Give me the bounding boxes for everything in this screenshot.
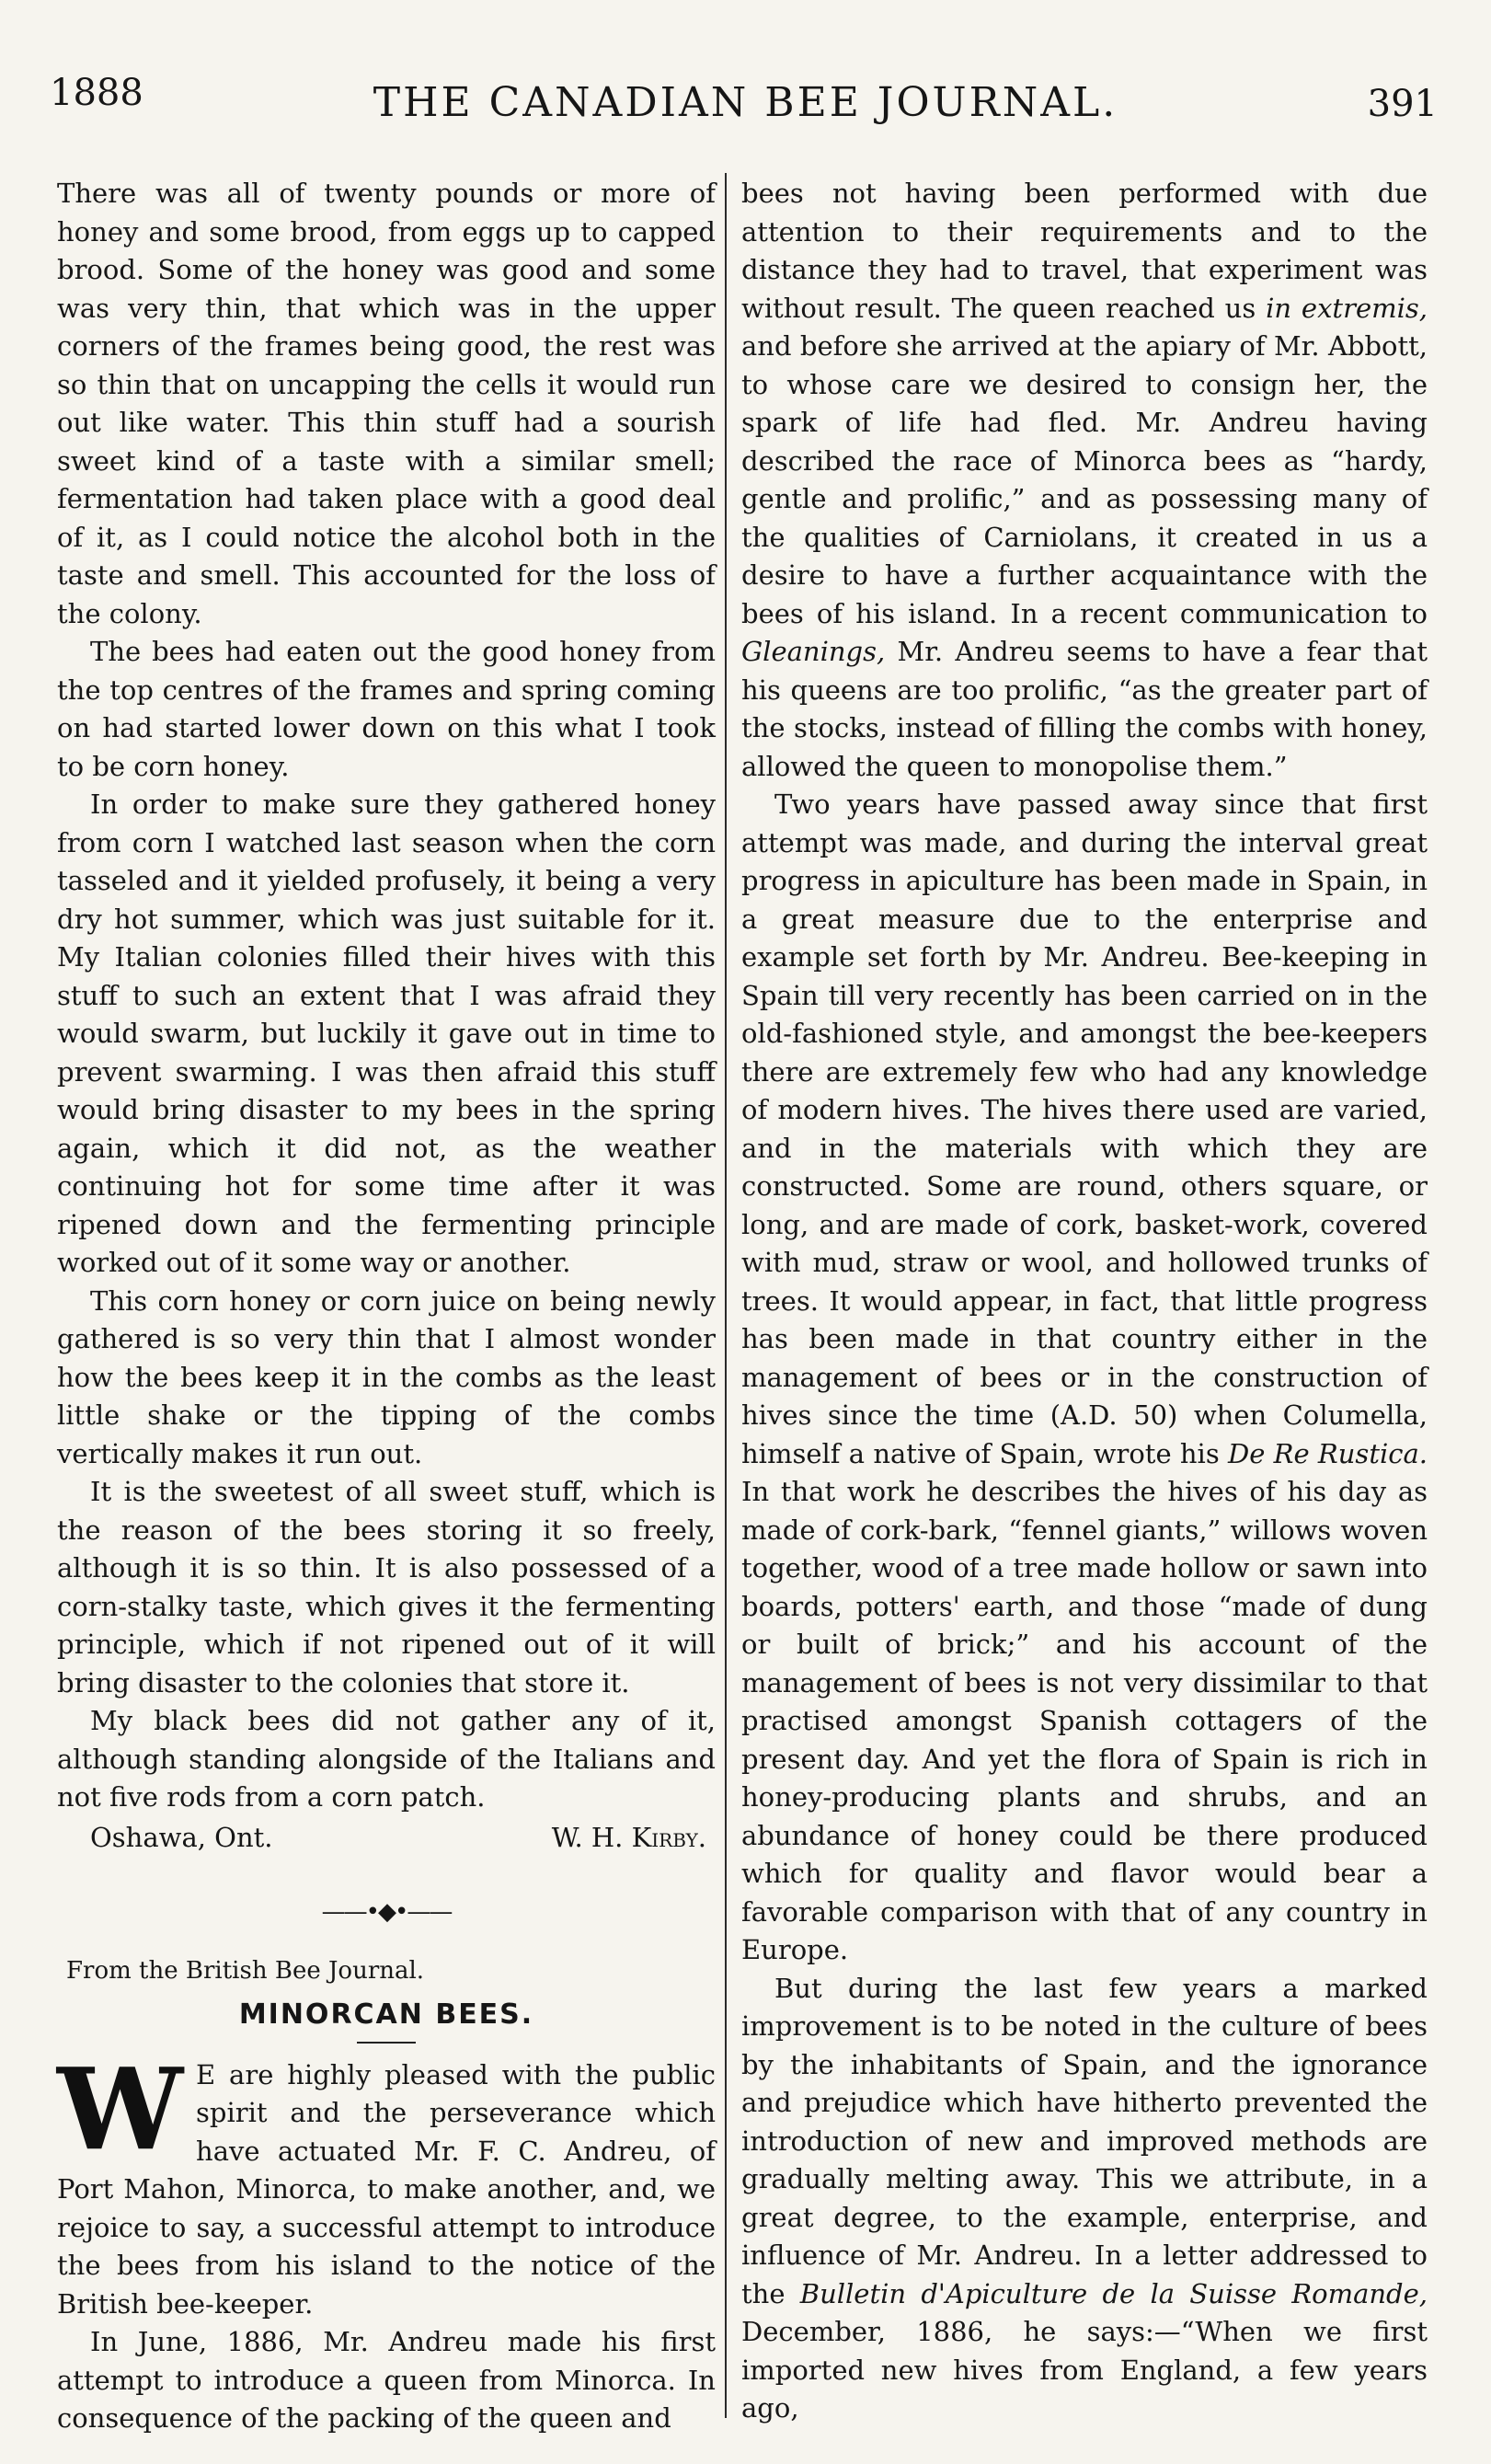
article-paragraph: In June, 1886, Mr. Andreu made his first attempt to introduce a queen from Minorca. In consequence of the packing of the queen and (57, 2326, 716, 2434)
right-column (741, 175, 1428, 2428)
signature (57, 1819, 716, 1858)
italic-run: Gleanings, (741, 636, 886, 667)
left-column (57, 175, 716, 2438)
article-paragraph (57, 2042, 716, 2324)
page-header (37, 72, 1454, 138)
text-run: Mr. Andreu seems to have a fear that his queens are too prolific, “as the greater part of the stocks, instead of filling the combs with honey, allowed the queen to monopolise them.” (741, 636, 1428, 782)
article-paragraph (741, 1970, 1428, 2428)
text-run: Two years have passed away since that first attempt was made, and during the interval great progress in apiculture has been made in Spain, in a great measure due to the enterprise and example set forth by Mr. Andreu. Bee-keeping in Spain till very recently has been carried on in the old-fashioned style, and amongst the bee-keepers there are extremely few who had any knowledge of modern hives. The hives there used are varied, and in the materials with which they are constructed. Some are round, others square, or long, and are made of cork, basket-work, covered with mud, straw or wool, and hollowed trunks of trees. It would appear, in fact, that little progress has been made in that country either in the management of bees or in the construction of hives since the time (A.D. 50) when Columella, himself a native of Spain, wrote his (741, 789, 1428, 1469)
title-rule (357, 2042, 416, 2044)
signature-name: W. H. Kirby. (551, 1821, 706, 1853)
drop-cap: W (57, 2042, 184, 2175)
letter-paragraph: There was all of twenty pounds or more of honey and some brood, from eggs up to capped brood. Some of the honey was good and some was very thin, that which was in the upper corners of the frames being good, the rest was so thin that on uncapping the cells it would run out like water. This thin stuff had a sourish sweet kind of a taste with a similar smell; fermentation had taken place with a good deal of it, as I could notice the alcohol both in the taste and smell. This accounted for the loss of the colony. (57, 178, 716, 629)
section-ornament: ——•◆•—— (321, 1898, 452, 1926)
article-paragraph (741, 175, 1428, 786)
article-source: From the British Bee Journal. (66, 1956, 425, 1985)
article-paragraph (741, 786, 1428, 1970)
text-run: and before she arrived at the apiary of Mr. Abbott, to whose care we desired to consign her, the spark of life had fled. Mr. Andreu having described the race of Minorca bees as “hardy, gentle and prolific,” and as possessing many of the qualities of Carniolans, it created in us a desire to have a further acquaintance with the bees of his island. In a recent communication to (741, 330, 1428, 629)
italic-run: Bulletin d'Apiculture de la Suisse Romande, (799, 2277, 1428, 2309)
letter-paragraph: My black bees did not gather any of it, although standing alongside of the Italians and not five rods from a corn patch. (57, 1705, 716, 1813)
signature-place: Oshawa, Ont. (90, 1821, 273, 1853)
text-run: December, 1886, he says:—“When we first imported new hives from England, a few years ago, (741, 2316, 1428, 2424)
letter-paragraph: The bees had eaten out the good honey from the top centres of the frames and spring coming on had started lower down on this what I took to be corn honey. (57, 636, 716, 782)
italic-run: in extremis, (1266, 292, 1428, 324)
article-text: E are highly pleased with the public spirit and the perseverance which have actuated Mr. F. C. Andreu, of Port Mahon, Minorca, to make another, and, we rejoice to say, a successful attempt to introduce the bees from his island to the notice of the British bee-keeper. (57, 2058, 716, 2320)
journal-title: THE CANADIAN BEE JOURNAL. (373, 79, 1118, 126)
text-run: But during the last few years a marked improvement is to be noted in the culture of bees by the inhabitants of Spain, and the ignorance and prejudice which have hitherto prevented the introduction of new and improved methods are gradually melting away. This we attribute, in a great degree, to the example, enterprise, and influence of Mr. Andreu. In a letter addressed to the (741, 1972, 1428, 2309)
text-run: In that work he describes the hives of his day as made of cork-bark, “fennel giants,” willows woven together, wood of a tree made hollow or sawn into boards, potters' earth, and those “made of dung or built of brick;” and his account of the management of bees is not very dissimilar to that practised amongst Spanish cottagers of the present day. And yet the flora of Spain is rich in honey-producing plants and shrubs, and an abundance of honey could be there produced which for quality and flavor would bear a favorable comparison with that of any country in Europe. (741, 1476, 1428, 1965)
letter-body (57, 175, 716, 1817)
column-divider (725, 173, 727, 2418)
letter-paragraph: It is the sweetest of all sweet stuff, which is the reason of the bees storing it so freely, although it is so thin. It is also possessed of a corn-stalky taste, which gives it the fermenting principle, which if not ripened out of it will bring disaster to the colonies that store it. (57, 1476, 716, 1698)
letter-paragraph: In order to make sure they gathered honey from corn I watched last season when the corn tasseled and it yielded profusely, it being a very dry hot summer, which was just suitable for it. My Italian colonies filled their hives with this stuff to such an extent that I was afraid they would swarm, but luckily it gave out in time to prevent swarming. I was then afraid this stuff would bring disaster to my bees in the spring again, which it did not, as the weather continuing hot for some time after it was ripened down and the fermenting principle worked out of it some way or another. (57, 789, 716, 1278)
article-title: MINORCAN BEES. (238, 1998, 534, 2031)
text-run: bees not having been performed with due attention to their requirements and to the distance they had to travel, that experiment was without result. The queen reached us (741, 178, 1428, 324)
italic-run: De Re Rustica. (1227, 1437, 1428, 1469)
letter-paragraph: This corn honey or corn juice on being newly gathered is so very thin that I almost wonder how the bees keep it in the combs as the least little shake or the tipping of the combs vertically makes it run out. (57, 1284, 716, 1469)
page-number: 391 (1367, 83, 1438, 125)
header-year: 1888 (50, 72, 143, 114)
